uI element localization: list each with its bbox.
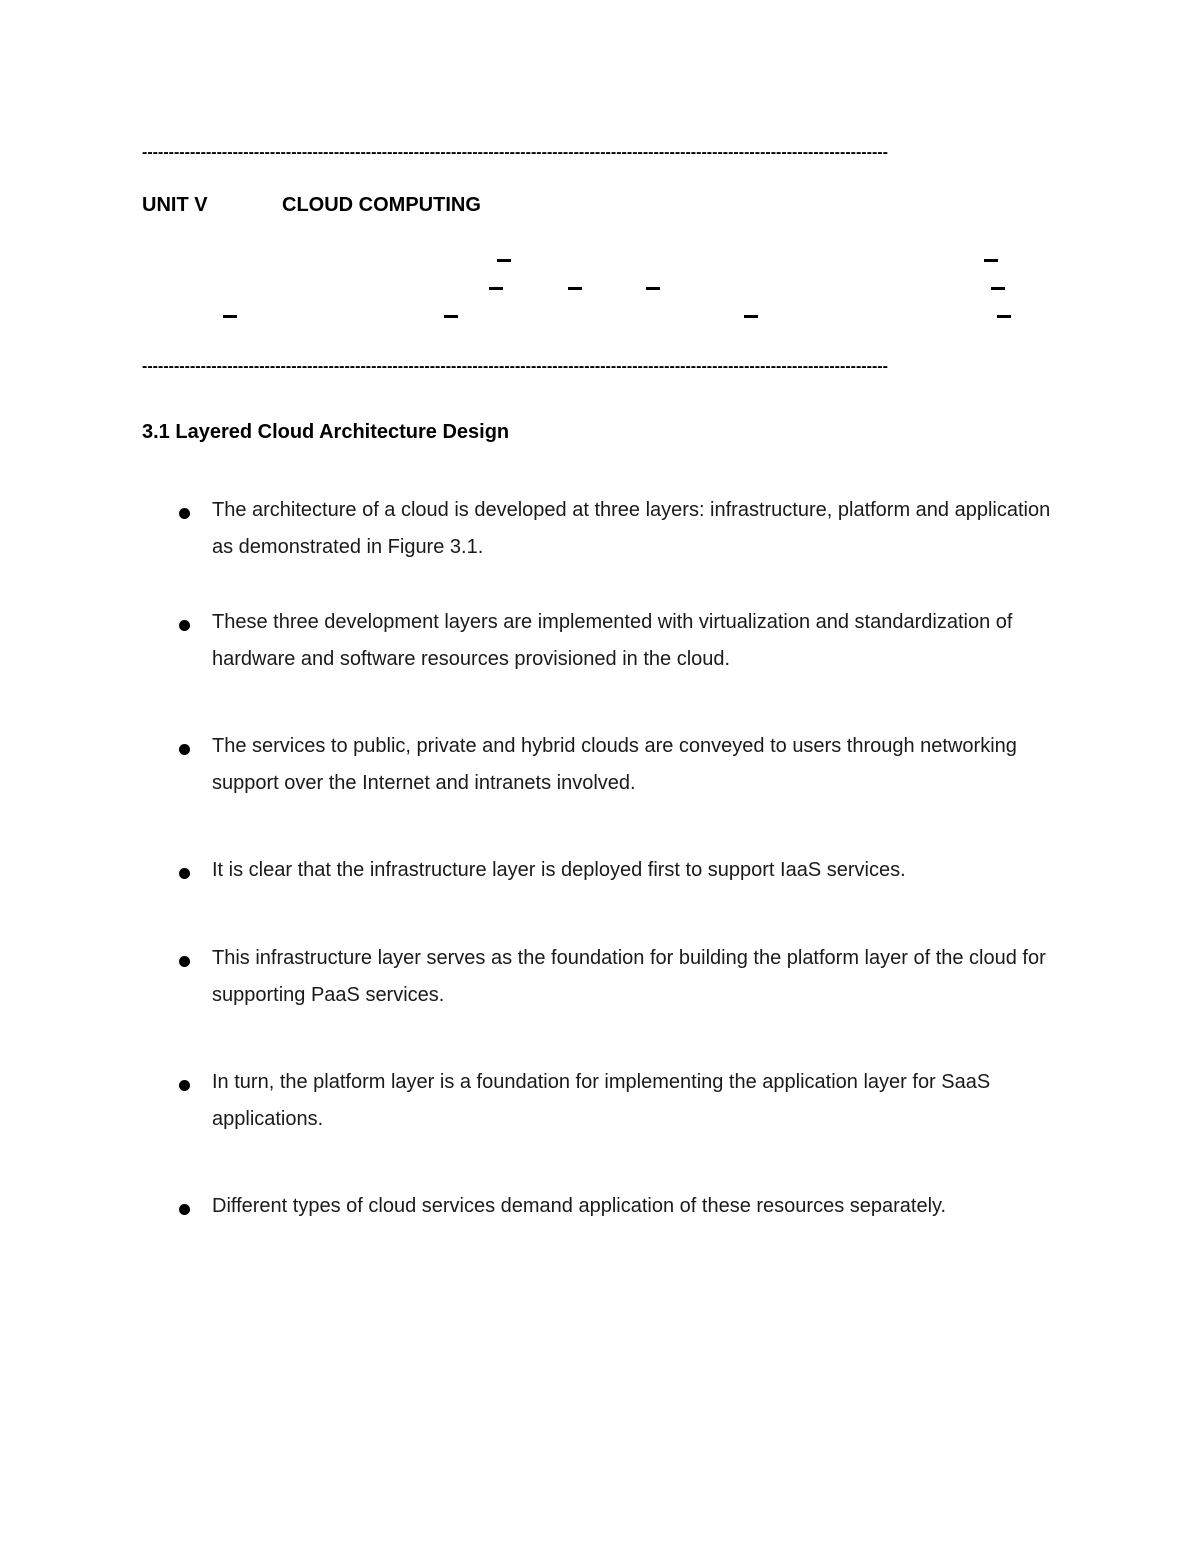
unit-label: UNIT V [142, 194, 208, 216]
list-item-text: These three development layers are implemented with virtualization and standardization of hardware and software resources provisioned in the cloud. [212, 611, 1013, 670]
bullet-icon [179, 956, 190, 967]
section-heading: 3.1 Layered Cloud Architecture Design [142, 421, 510, 443]
bullet-icon [179, 508, 190, 519]
top-dashed-rule: -------------------------------------------------------------------------------------------------------------------------------------------- [142, 144, 888, 161]
dash-mark [568, 287, 582, 290]
dash-mark [444, 315, 458, 318]
bullet-icon [179, 1080, 190, 1091]
dash-mark [744, 315, 758, 318]
list-item-text: Different types of cloud services demand application of these resources separately. [212, 1195, 947, 1217]
bullet-icon [179, 1204, 190, 1215]
dash-mark [497, 259, 511, 262]
list-item-text: The architecture of a cloud is developed at three layers: infrastructure, platform and application as demonstrated in Figure 3.1. [212, 499, 1051, 558]
list-item-text: It is clear that the infrastructure layer is deployed first to support IaaS services. [212, 859, 906, 881]
list-item-text: This infrastructure layer serves as the foundation for building the platform layer of the cloud for supporting PaaS services. [212, 947, 1046, 1006]
dash-mark [223, 315, 237, 318]
dash-mark [997, 315, 1011, 318]
bottom-dashed-rule: -------------------------------------------------------------------------------------------------------------------------------------------- [142, 358, 888, 375]
list-item-text: The services to public, private and hybrid clouds are conveyed to users through networking support over the Internet and intranets involved. [212, 735, 1017, 794]
dash-mark [646, 287, 660, 290]
list-item-text: In turn, the platform layer is a foundation for implementing the application layer for SaaS applications. [212, 1071, 991, 1130]
dash-mark [991, 287, 1005, 290]
dash-mark [984, 259, 998, 262]
bullet-icon [179, 620, 190, 631]
dash-mark [489, 287, 503, 290]
unit-title: CLOUD COMPUTING [282, 194, 481, 216]
bullet-icon [179, 868, 190, 879]
bullet-icon [179, 744, 190, 755]
